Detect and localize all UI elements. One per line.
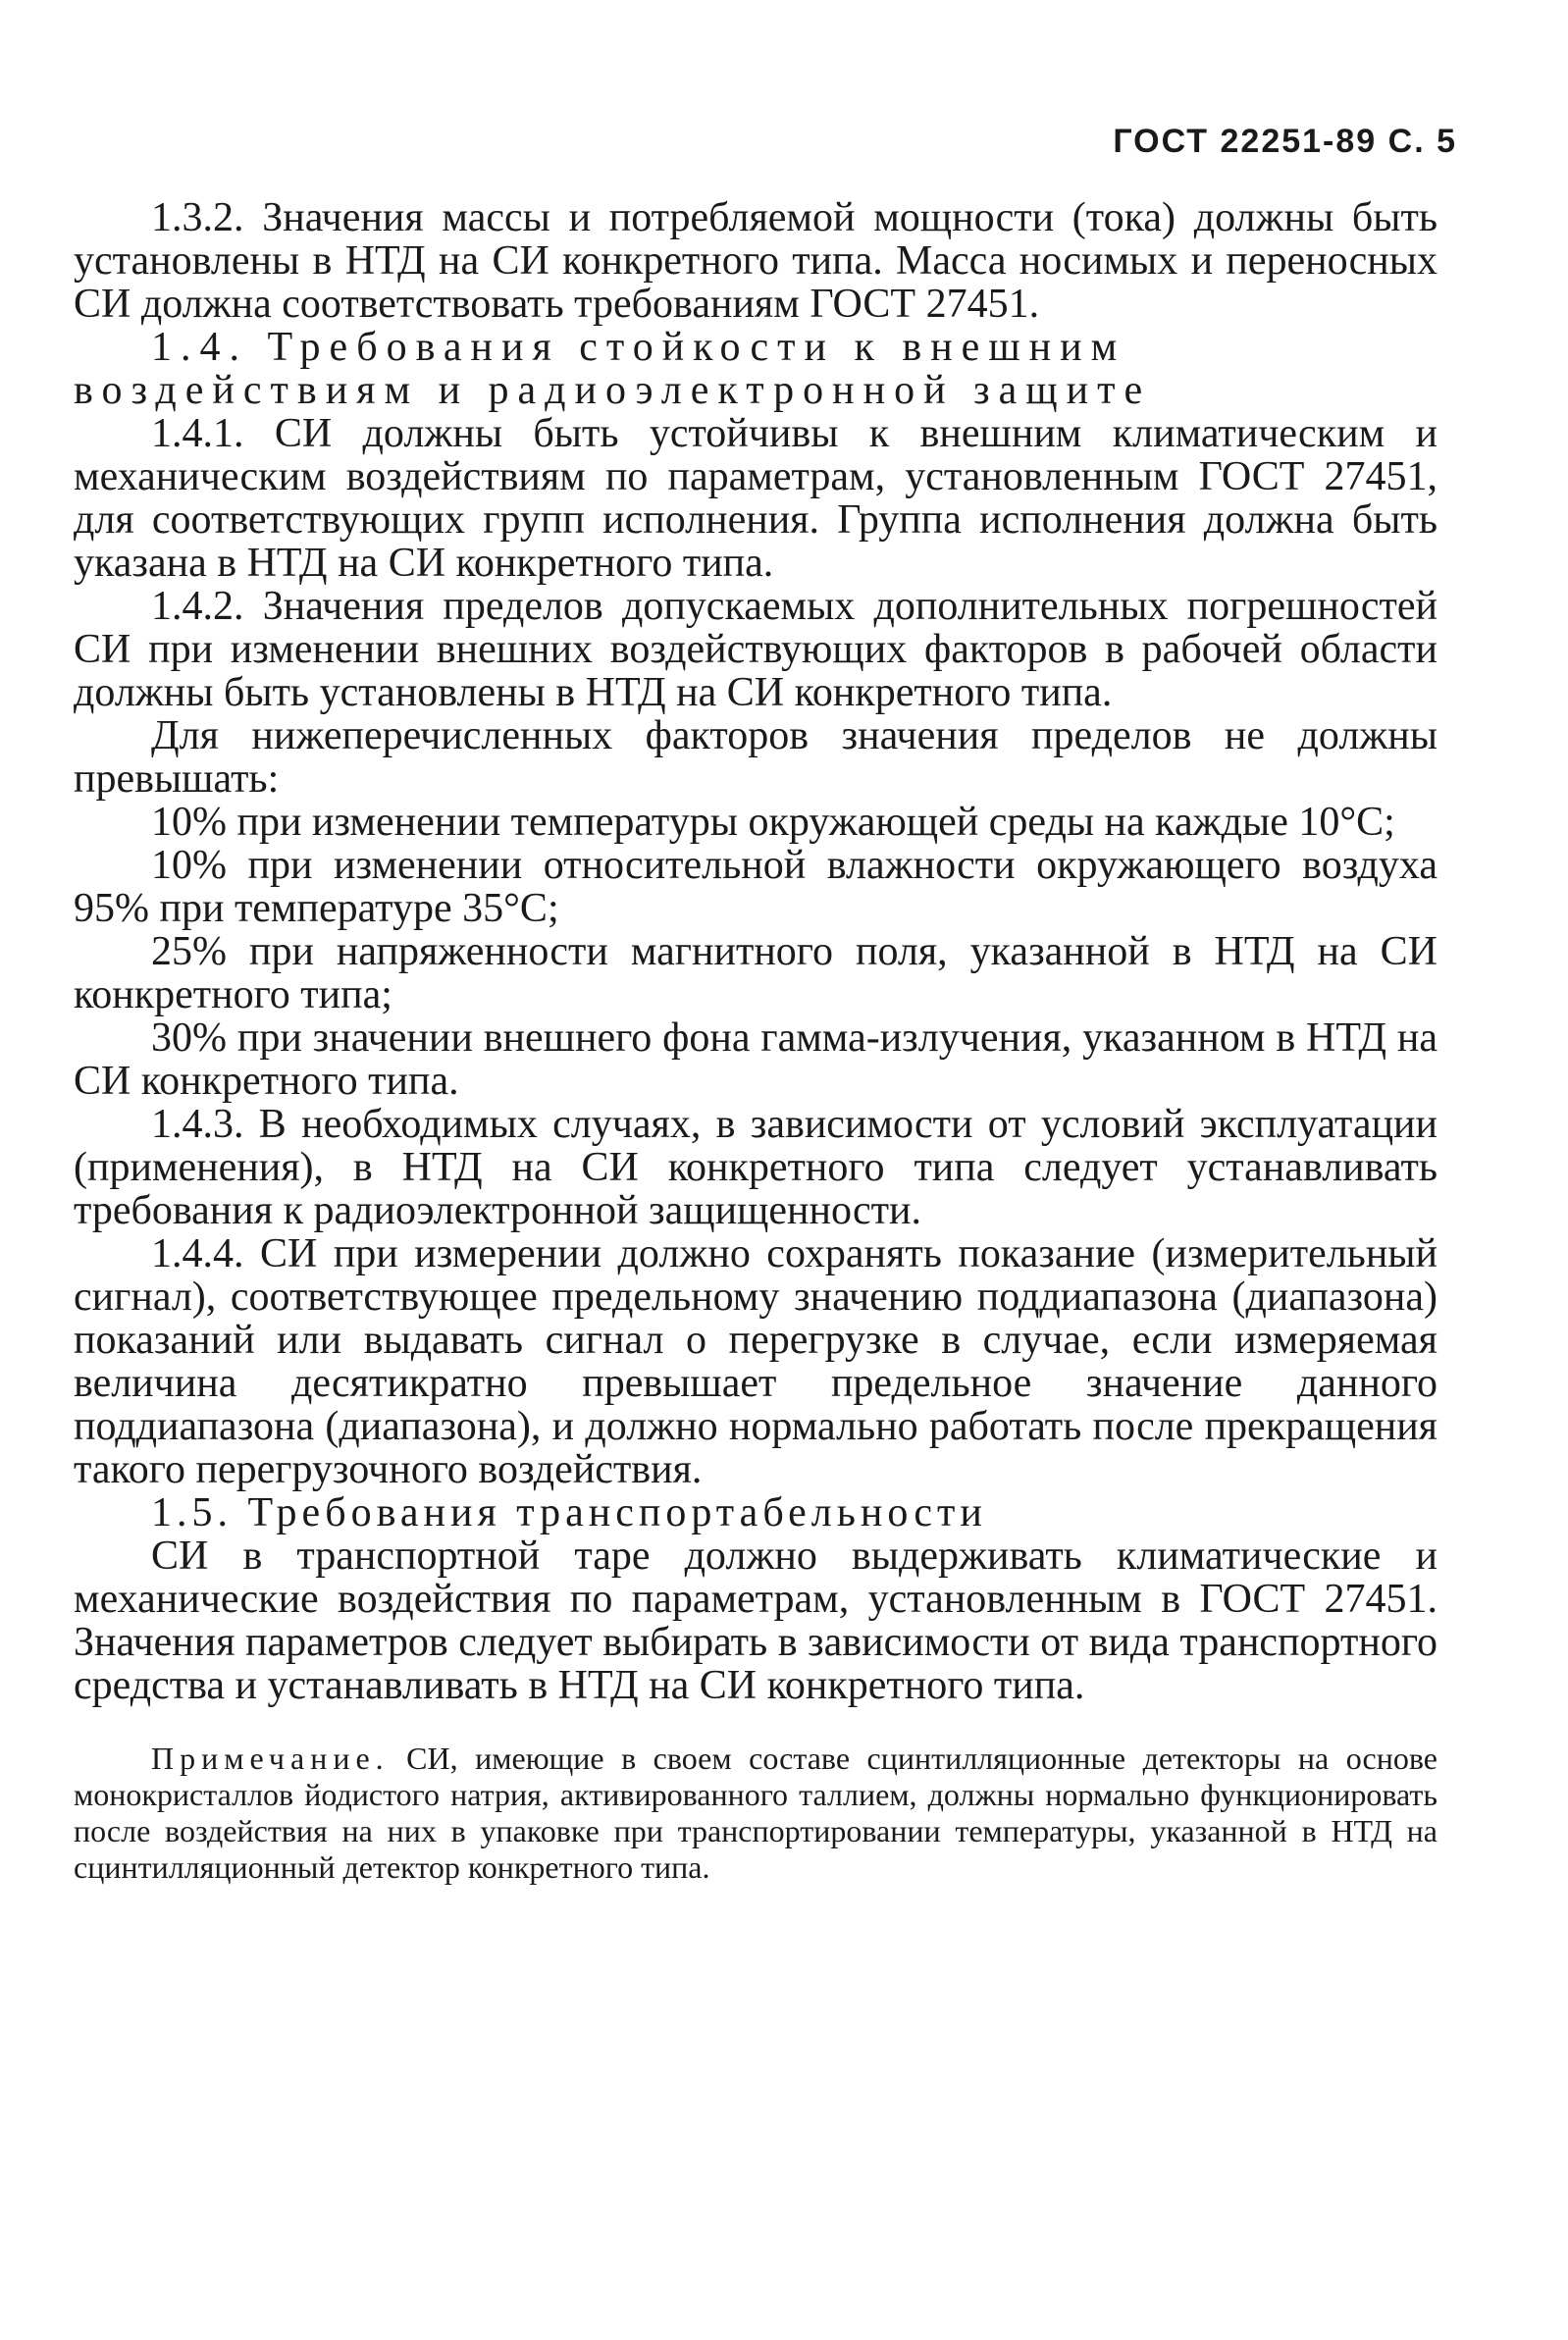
note (74, 1741, 1437, 1886)
paragraph-1-4-3: 1.4.3. В необходимых случаях, в зависимости от условий эксплуатации (применения), в НТД на СИ конкретного типа следует устанавливать требования к радиоэлектронной защищенности. (74, 1102, 1437, 1233)
paragraph-1-4-2: 1.4.2. Значения пределов допускаемых дополнительных погрешностей СИ при изменении внешних воздействующих факторов в рабочей области должны быть установлены в НТД на СИ конкретного типа. (74, 584, 1437, 715)
paragraph-factor-magnetic: 25% при напряженности магнитного поля, указанной в НТД на СИ конкретного типа; (74, 929, 1437, 1017)
paragraph-1-4-1: 1.4.1. СИ должны быть устойчивы к внешним климатическим и механическим воздействиям по параметрам, установленным ГОСТ 27451, для соответствующих групп исполнения. Группа исполнения должна быть указана в НТД на СИ конкретного типа. (74, 411, 1437, 586)
running-head: ГОСТ 22251-89 С. 5 (1113, 123, 1457, 160)
section-heading-1-4: 1.4. Требования стойкости к внешним воздействиям и радиоэлектронной защите (74, 325, 1152, 413)
paragraph-factor-humidity: 10% при изменении относительной влажности окружающего воздуха 95% при температуре 35°С; (74, 843, 1437, 931)
note-paragraph (74, 1741, 1437, 1886)
paragraph-1-3-2: 1.3.2. Значения массы и потребляемой мощности (тока) должны быть установлены в НТД на СИ конкретного типа. Масса носимых и переносных СИ должна соответствовать требованиям ГОСТ 27451. (74, 195, 1437, 327)
note-text: СИ, имеющие в своем составе сцинтилляционные детекторы на основе монокристаллов йодистого натрия, активированного таллием, должны нормально функционировать после воздействия на них в упаковке при транспортировании температуры, указанной в НТД на сцинтилляционный детектор конкретного типа. (74, 1741, 1438, 1885)
paragraph-1-4-4: 1.4.4. СИ при измерении должно сохранять показание (измерительный сигнал), соответствующее предельному значению поддиапазона (диапазона) показаний или выдавать сигнал о перегрузке в случае, если измеряемая величина десятикратно превышает предельное значение данного поддиапазона (диапазона), и должно нормально работать после прекращения такого перегрузочного воздействия. (74, 1231, 1437, 1492)
paragraph-factor-temperature: 10% при изменении температуры окружающей среды на каждые 10°С; (151, 800, 1395, 845)
note-label: Примечание. (151, 1741, 390, 1776)
document-page (74, 123, 1457, 1886)
section-heading-1-5: 1.5. Требования транспортабельности (151, 1490, 987, 1535)
paragraph-factor-gamma: 30% при значении внешнего фона гамма-излучения, указанном в НТД на СИ конкретного типа. (74, 1015, 1437, 1104)
paragraph-transport: СИ в транспортной таре должно выдерживать климатические и механические воздействия по параметрам, установленным в ГОСТ 27451. Значения параметров следует выбирать в зависимости от вида транспортного средства и устанавливать в НТД на СИ конкретного типа. (74, 1534, 1437, 1708)
paragraph-factors-intro: Для нижеперечисленных факторов значения пределов не должны превышать: (74, 713, 1437, 802)
body-text (74, 196, 1437, 1707)
